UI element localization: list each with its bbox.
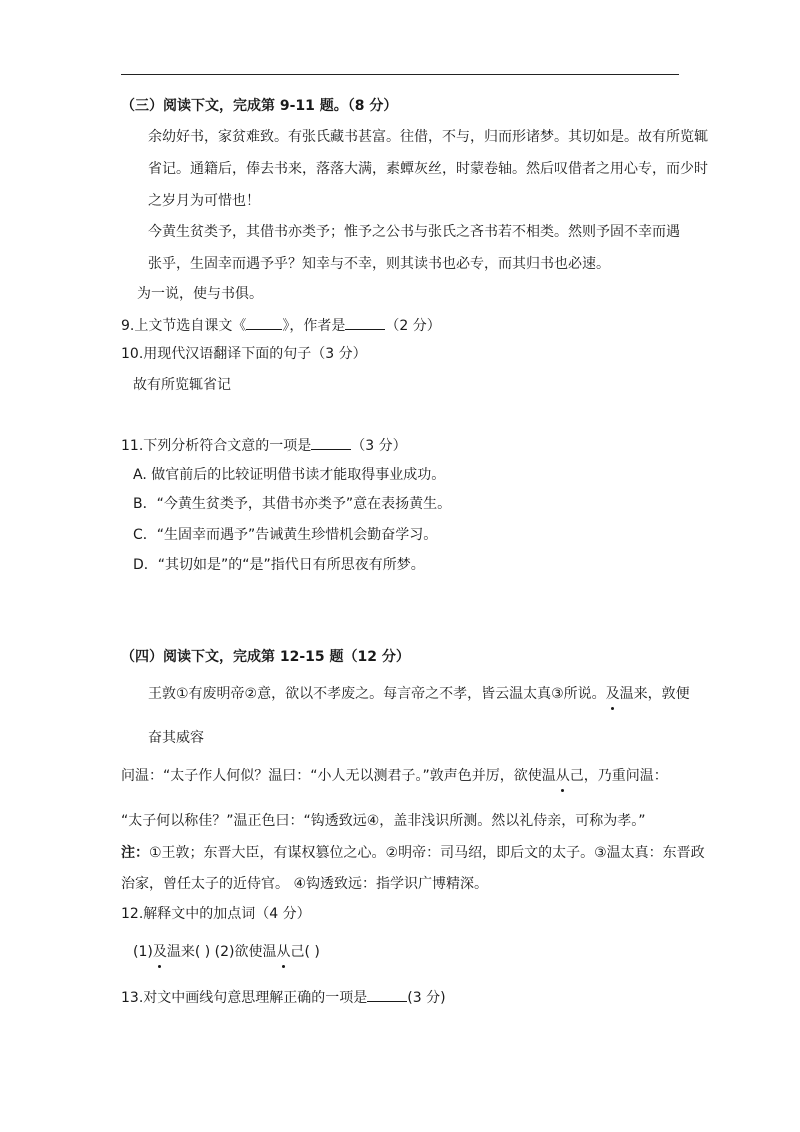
question-13: 13.对文中画线句意思理解正确的一项是 (3 分) — [121, 987, 446, 1008]
passage-3-line-4: 今黄生贫类予，其借书亦类予；惟予之公书与张氏之吝书若不相类。然则予固不幸而遇 — [148, 224, 680, 240]
option-a: A. 做官前后的比较证明借书读才能取得事业成功。 — [133, 467, 446, 483]
question-10: 10.用现代汉语翻译下面的句子（3 分） — [121, 346, 367, 362]
q12-dotted-ji: 及 — [152, 944, 167, 960]
passage-3-line-3: 之岁月为可惜也！ — [148, 193, 260, 209]
passage-3-line-6: 为一说，使与书俱。 — [137, 286, 263, 302]
section-4-heading: （四）阅读下文，完成第 12-15 题（12 分） — [121, 649, 410, 665]
passage-4-line-1: 王敦①有废明帝②意，欲以不孝废之。每言帝之不孝，皆云温太真③所说。及温来，敦便 — [148, 686, 690, 702]
answer-blank-q11[interactable] — [311, 435, 351, 450]
passage-3-line-5: 张乎，生固幸而遇予乎？知幸与不幸，则其读书也必专，而其归书也必速。 — [148, 256, 610, 272]
section-3-heading: （三）阅读下文，完成第 9-11 题。（8 分） — [121, 98, 398, 114]
passage-4-line-3: 问温：“太子作人何似？温曰：“小人无以测君子。”敦声色并厉，欲使温从己，乃重问温： — [121, 768, 668, 784]
option-d: D．“其切如是”的“是”指代日有所思夜有所梦。 — [133, 557, 425, 573]
dotted-char-cong: 从 — [555, 768, 570, 784]
passage-3-line-2: 省记。通籍后，俸去书来，落落大满，素蟫灰丝，时蒙卷轴。然后叹借者之用心专，而少时 — [148, 161, 708, 177]
question-11: 11.下列分析符合文意的一项是 （3 分） — [121, 435, 407, 456]
annotation-line-2: 治家，曾任太子的近侍官。 ④钩透致远：指学识广博精深。 — [121, 876, 488, 892]
answer-blank-title[interactable] — [246, 315, 282, 330]
dotted-char-ji: 及 — [605, 686, 620, 702]
header-rule — [121, 74, 679, 75]
passage-4-line-2: 奋其威容 — [148, 730, 204, 746]
answer-blank-author[interactable] — [345, 315, 385, 330]
question-10-sentence: 故有所览辄省记 — [133, 377, 231, 393]
option-c: C．“生固幸而遇予”告诫黄生珍惜机会勤奋学习。 — [133, 527, 438, 543]
answer-blank-q13[interactable] — [367, 987, 407, 1002]
passage-3-line-1: 余幼好书，家贫难致。有张氏藏书甚富。往借，不与，归而形诸梦。其切如是。故有所览辄 — [148, 129, 708, 145]
question-12-items: (1)及温来( ) (2)欲使温从己( ) — [133, 944, 320, 960]
annotation-label: 注： — [121, 845, 149, 861]
question-9: 9.上文节选自课文《 》，作者是 （2 分） — [121, 315, 441, 336]
q12-dotted-cong: 从 — [276, 944, 291, 960]
option-b: B．“今黄生贫类予，其借书亦类予”意在表扬黄生。 — [133, 496, 452, 512]
question-12: 12.解释文中的加点词（4 分） — [121, 906, 311, 922]
annotation-line-1: 注：①王敦；东晋大臣，有谋权篡位之心。②明帝：司马绍，即后文的太子。③温太真：东晋政 — [121, 845, 705, 861]
passage-4-line-4: “太子何以称佳？”温正色曰：“钩透致远④，盖非浅识所测。然以礼侍亲，可称为孝。” — [121, 813, 646, 829]
